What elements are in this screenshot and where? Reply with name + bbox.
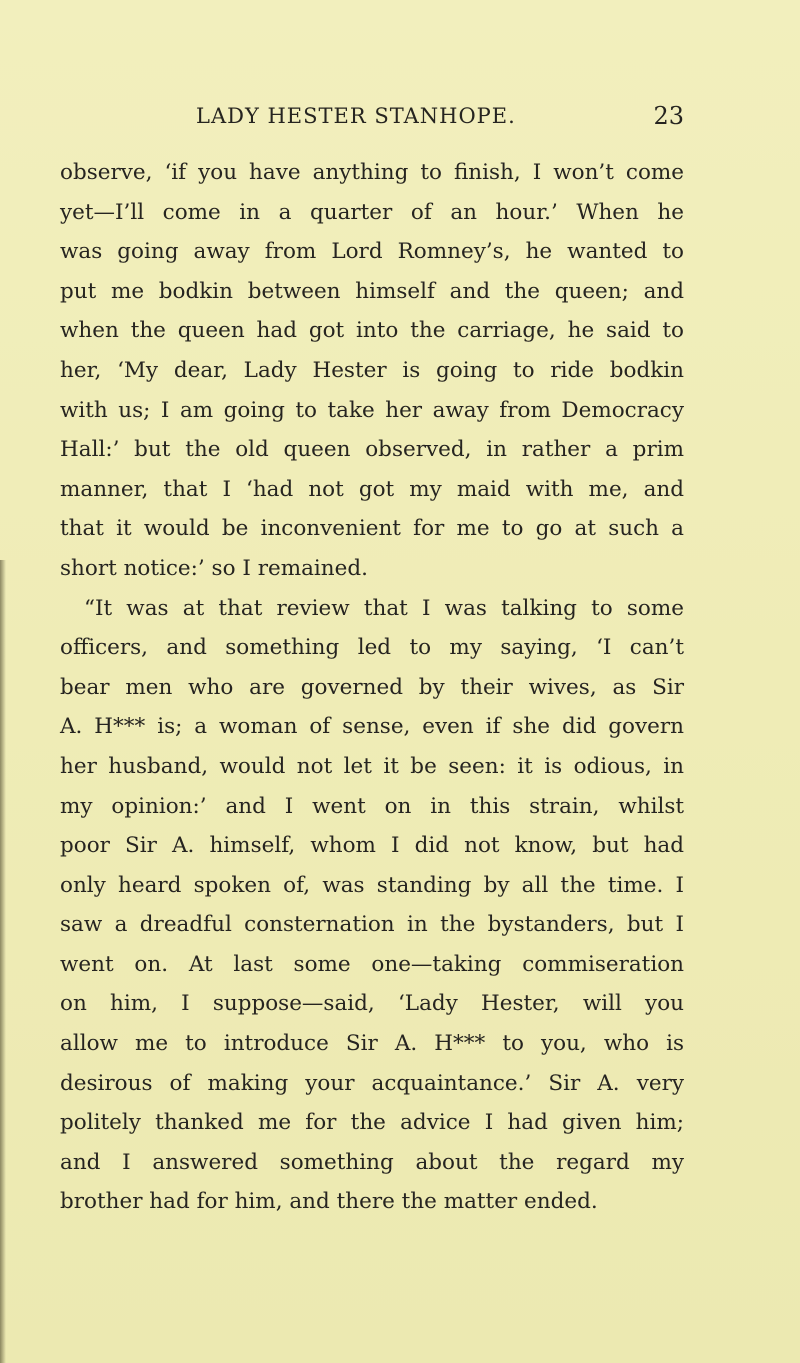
page-number: 23 bbox=[653, 102, 684, 130]
text-line: with us; I am going to take her away from Democracy bbox=[60, 397, 684, 423]
text-line: desirous of making your acquaintance.’ Sir A. very bbox=[60, 1070, 684, 1096]
text-line: A. H*** is; a woman of sense, even if she did govern bbox=[60, 714, 684, 740]
page-edge-shadow bbox=[0, 560, 6, 1363]
text-line: her husband, would not let it be seen: it is odious, in bbox=[60, 753, 684, 779]
running-head: LADY HESTER STANHOPE. bbox=[196, 104, 516, 128]
text-line: politely thanked me for the advice I had given him; bbox=[60, 1110, 684, 1136]
page-header bbox=[0, 104, 800, 134]
text-line: officers, and something led to my saying, ‘I can’t bbox=[60, 635, 684, 661]
text-line: short notice:’ so I remained. bbox=[60, 555, 368, 581]
text-line: was going away from Lord Romney’s, he wanted to bbox=[60, 239, 684, 265]
text-line: on him, I suppose—said, ‘Lady Hester, will you bbox=[60, 991, 684, 1017]
text-line: observe, ‘if you have anything to finish, I won’t come bbox=[60, 160, 684, 185]
text-line: her, ‘My dear, Lady Hester is going to ride bodkin bbox=[60, 357, 684, 383]
text-line: yet—I’ll come in a quarter of an hour.’ When he bbox=[60, 199, 684, 225]
text-line: and I answered something about the regard my bbox=[60, 1149, 684, 1175]
text-line: saw a dreadful consternation in the bystanders, but I bbox=[60, 912, 684, 938]
text-line: bear men who are governed by their wives, as Sir bbox=[60, 674, 684, 700]
text-line: poor Sir A. himself, whom I did not know, but had bbox=[60, 833, 684, 859]
text-line: my opinion:’ and I went on in this strain, whilst bbox=[60, 793, 684, 819]
text-line: brother had for him, and there the matter ended. bbox=[60, 1189, 598, 1215]
text-line: only heard spoken of, was standing by all the time. I bbox=[60, 872, 684, 898]
text-line: manner, that I ‘had not got my maid with me, and bbox=[60, 476, 684, 502]
text-line: that it would be inconvenient for me to go at such a bbox=[60, 516, 684, 542]
text-line: “It was at that review that I was talking to some bbox=[84, 595, 684, 621]
body-text bbox=[60, 153, 684, 1222]
text-line: went on. At last some one—taking commiseration bbox=[60, 951, 684, 977]
text-line: put me bodkin between himself and the queen; and bbox=[60, 278, 684, 304]
text-line: Hall:’ but the old queen observed, in rather a prim bbox=[60, 437, 684, 463]
text-line: allow me to introduce Sir A. H*** to you, who is bbox=[60, 1031, 684, 1057]
text-line: when the queen had got into the carriage, he said to bbox=[60, 318, 684, 344]
